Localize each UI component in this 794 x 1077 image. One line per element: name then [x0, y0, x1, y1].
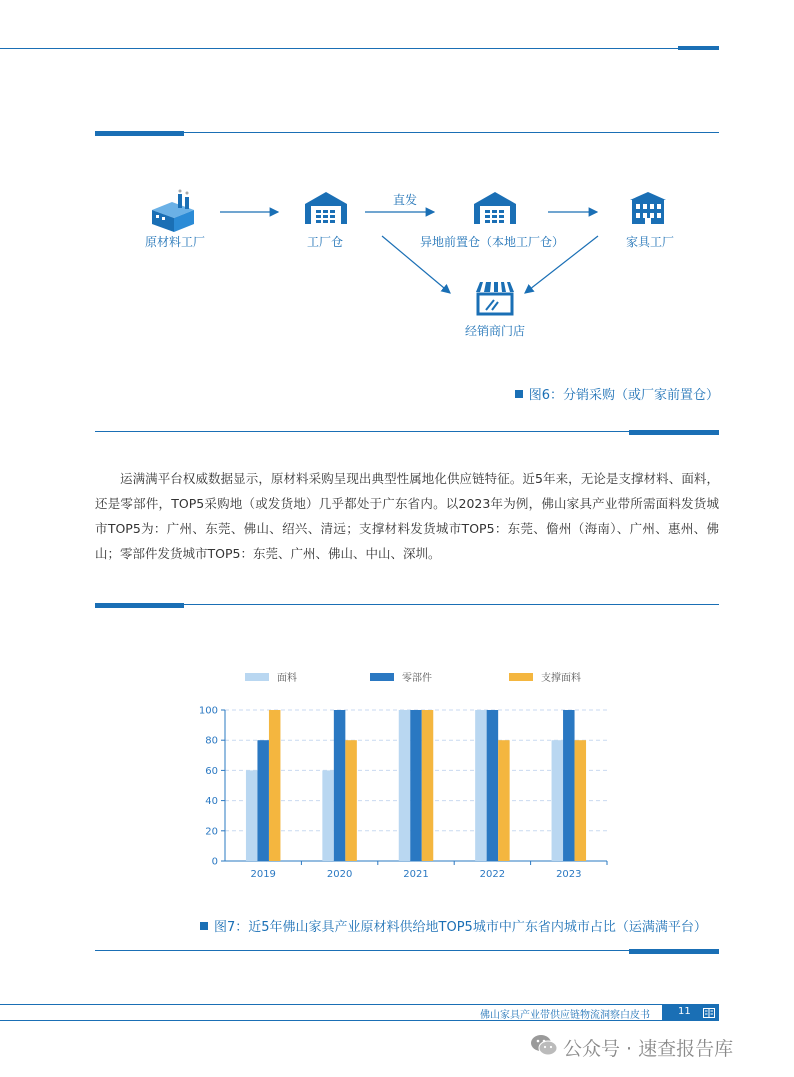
body-paragraph: 运满满平台权威数据显示，原材料采购呈现出典型性属地化供应链特征。近5年来，无论是支撑材料、面料，还是零部件，TOP5采购地（或发货地）几乎都处于广东省内。以2023年为例，佛山家具产业带所需面料发货城市TOP5为：广州、东莞、佛山、绍兴、清远；支撑材料发货城市TOP5：东莞、儋州（海南）、广州、惠州、佛山；零部件发货城市TOP5：东莞、广州、佛山、中山、深圳。	[95, 471, 719, 561]
x-tick-label: 2020	[326, 869, 353, 880]
bar	[575, 740, 587, 861]
legend-item-support	[509, 669, 581, 684]
legend-swatch	[370, 673, 394, 681]
bar	[269, 710, 281, 861]
y-tick-label: 80	[205, 735, 218, 747]
store-icon	[476, 282, 514, 314]
y-tick-label: 60	[205, 765, 218, 777]
warehouse-icon	[305, 192, 347, 224]
building-icon	[630, 192, 666, 224]
bar	[552, 740, 564, 861]
footer-title: 佛山家具产业带供应链物流洞察白皮书	[480, 1010, 650, 1021]
bar	[334, 710, 346, 861]
bar	[422, 710, 434, 861]
y-tick-label: 40	[205, 796, 218, 808]
warehouse-icon	[474, 192, 516, 224]
top-rule	[0, 48, 719, 49]
y-tick-label: 100	[198, 705, 218, 717]
legend-swatch	[245, 673, 269, 681]
caption-marker	[200, 922, 208, 930]
figure6-caption-text: 图6：分销采购（或厂家前置仓）	[528, 388, 719, 403]
node-furniture-factory: 家具工厂	[625, 235, 674, 249]
node-factory-warehouse: 工厂仓	[306, 235, 343, 249]
figure7-bottom-rule	[95, 950, 719, 951]
x-tick-label: 2023	[556, 869, 582, 880]
top-rule-accent	[678, 46, 719, 50]
figure6-caption	[515, 384, 719, 403]
legend-label: 面料	[277, 673, 297, 684]
arrow-label-direct: 直发	[392, 193, 417, 207]
caption-marker	[515, 390, 523, 398]
node-raw-materials-factory: 原材料工厂	[144, 235, 205, 249]
book-icon	[703, 1008, 715, 1018]
figure6-top-rule-accent	[95, 131, 184, 136]
x-tick-label: 2021	[403, 869, 429, 880]
legend-label: 支撑面料	[541, 673, 581, 684]
node-remote-warehouse: 异地前置仓（本地工厂仓）	[419, 235, 564, 249]
y-tick-label: 0	[211, 856, 218, 868]
figure7-bottom-rule-accent	[629, 949, 719, 954]
figure7-caption-text: 图7：近5年佛山家具产业原材料供给地TOP5城市中广东省内城市占比（运满满平台）	[214, 920, 707, 935]
legend-label: 零部件	[402, 673, 432, 684]
figure6-bottom-rule	[95, 431, 719, 432]
figure6-top-rule	[95, 132, 719, 133]
factory-icon	[152, 190, 194, 233]
legend-item-fabric	[245, 669, 297, 684]
bar	[257, 740, 269, 861]
page-number: 11	[678, 1006, 691, 1017]
bar	[246, 770, 258, 861]
figure7-top-rule-accent	[95, 603, 184, 608]
bar	[475, 710, 487, 861]
bar	[410, 710, 422, 861]
bar	[498, 740, 510, 861]
legend-swatch	[509, 673, 533, 681]
bar	[487, 710, 499, 861]
figure7-caption	[200, 916, 707, 935]
bar-chart	[195, 700, 615, 885]
x-tick-label: 2019	[250, 869, 276, 880]
y-tick-label: 20	[205, 826, 218, 838]
bar	[563, 710, 575, 861]
wechat-icon	[530, 1033, 558, 1057]
bar	[322, 770, 334, 861]
bar	[399, 710, 411, 861]
footer-rule-top	[0, 1004, 719, 1005]
node-dealer-store: 经销商门店	[464, 324, 525, 338]
legend-item-parts	[370, 669, 432, 684]
watermark-text: 公众号 · 速查报告库	[563, 1038, 734, 1060]
figure6-bottom-rule-accent	[629, 430, 719, 435]
x-tick-label: 2022	[479, 869, 506, 880]
figure7-top-rule	[95, 604, 719, 605]
bar	[345, 740, 357, 861]
